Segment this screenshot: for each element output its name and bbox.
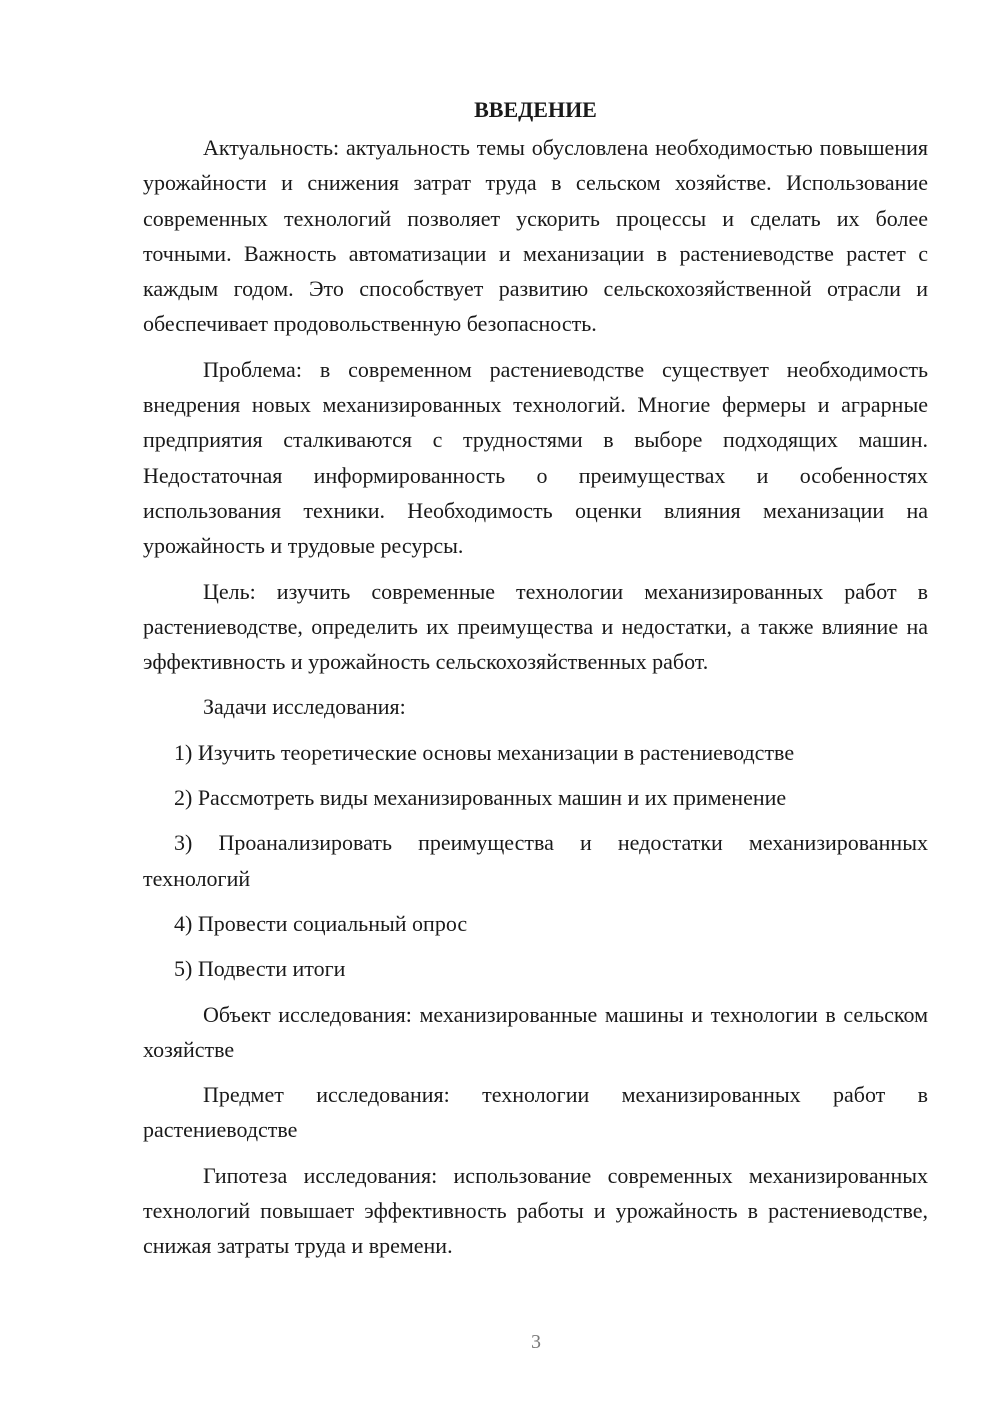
tasks-heading: Задачи исследования: xyxy=(203,694,406,720)
goal-paragraph: Цель: изучить современные технологии механизированных работ в растениеводстве, определить их преимущества и недостатки, а также влияние на эффективность и урожайность сельскохозяйственных работ. xyxy=(143,578,928,675)
object-paragraph: Объект исследования: механизированные машины и технологии в сельском хозяйстве xyxy=(143,1001,928,1062)
task-item: 4) Провести социальный опрос xyxy=(174,910,468,936)
problem-paragraph: Проблема: в современном растениеводстве существует необходимость внедрения новых механизированных технологий. Многие фермеры и аграрные предприятия сталкиваются с трудностями в выборе подходящих машин. Недостаточная информированность о преимуществах и особенностях использования техники. Необходимость оценки влияния механизации на урожайность и трудовые ресурсы. xyxy=(143,356,928,559)
section-title: ВВЕДЕНИЕ xyxy=(474,97,597,122)
page-number: 3 xyxy=(531,1331,541,1353)
hypothesis-paragraph: Гипотеза исследования: использование современных механизированных технологий повышает эффективность работы и урожайность в растениеводстве, снижая затраты труда и времени. xyxy=(143,1162,928,1259)
task-item: 3) Проанализировать преимущества и недостатки механизированных технологий xyxy=(143,830,928,891)
subject-paragraph: Предмет исследования: технологии механизированных работ в растениеводстве xyxy=(143,1082,928,1143)
task-item: 5) Подвести итоги xyxy=(174,956,346,982)
relevance-paragraph: Актуальность: актуальность темы обусловлена необходимостью повышения урожайности и снижения затрат труда в сельском хозяйстве. Использование современных технологий позволяет ускорить процессы и сделать их более точными. Важность автоматизации и механизации в растениеводстве растет с каждым годом. Это способствует развитию сельскохозяйственной отрасли и обеспечивает продовольственную безопасность. xyxy=(143,135,928,337)
task-item: 2) Рассмотреть виды механизированных машин и их применение xyxy=(174,785,787,811)
document-page xyxy=(143,92,928,1274)
task-item: 1) Изучить теоретические основы механизации в растениеводстве xyxy=(174,739,795,765)
